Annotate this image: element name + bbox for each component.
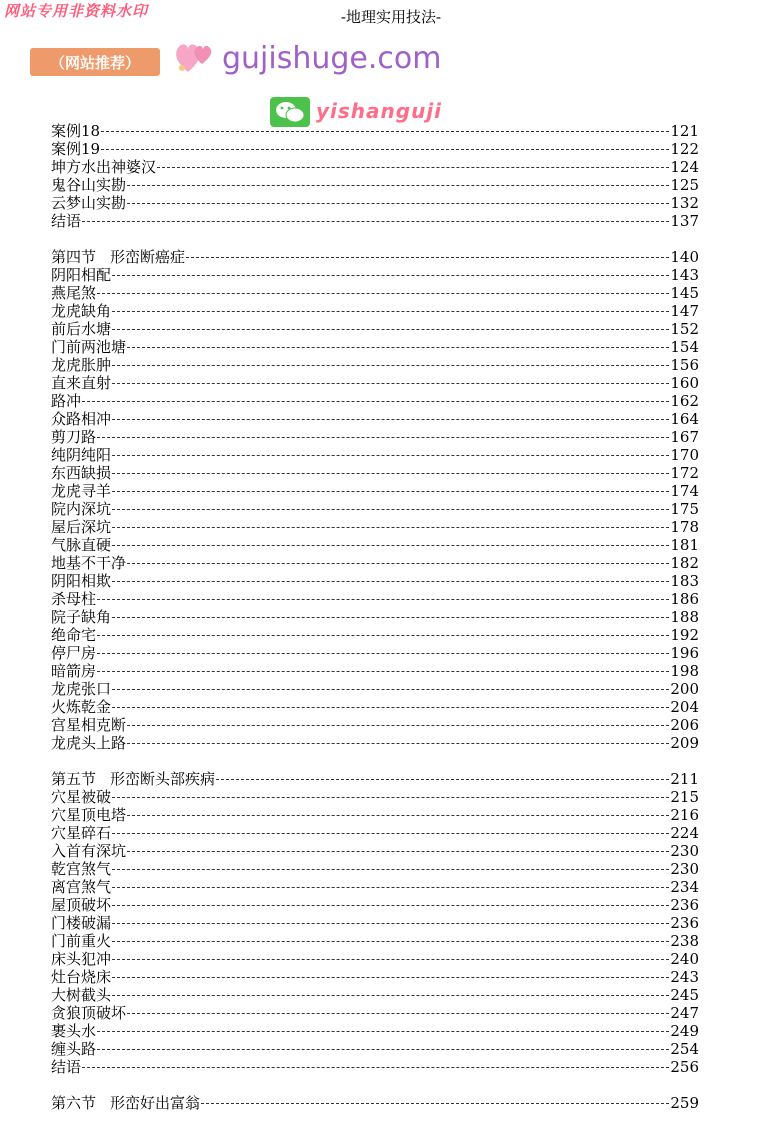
toc-entry-title: 龙虎胀肿 [51, 356, 112, 374]
toc-entry[interactable] [51, 572, 699, 590]
toc-entry-title: 暗箭房 [51, 662, 97, 680]
toc-entry[interactable] [51, 140, 699, 158]
toc-page-number: 167 [670, 428, 699, 446]
toc-entry[interactable] [51, 554, 699, 572]
watermark-badge: （网站推荐） [30, 48, 160, 76]
toc-page-number: 259 [670, 1094, 699, 1112]
toc-entry-title: 直来直射 [51, 374, 112, 392]
toc-entry-title: 剪刀路 [51, 428, 97, 446]
hearts-icon [172, 38, 220, 76]
toc-entry[interactable] [51, 842, 699, 860]
toc-entry-title: 阴阳相配 [51, 266, 112, 284]
toc-entry[interactable] [51, 212, 699, 230]
toc-section-row[interactable] [51, 248, 699, 266]
page-header-title: -地理实用技法- [340, 8, 442, 26]
toc-entry-title: 形峦断癌症 [110, 248, 186, 266]
toc-leader [97, 590, 669, 600]
toc-page-number: 243 [670, 968, 699, 986]
toc-leader [112, 266, 669, 276]
toc-page-number: 238 [670, 932, 699, 950]
toc-entry-title: 案例18 [51, 122, 101, 140]
toc-entry[interactable] [51, 302, 699, 320]
toc-leader [112, 446, 669, 456]
toc-spacer [51, 230, 699, 248]
toc-entry[interactable] [51, 950, 699, 968]
toc-entry-title: 龙虎缺角 [51, 302, 112, 320]
toc-page-number: 256 [670, 1058, 699, 1076]
toc-entry-title: 门楼破漏 [51, 914, 112, 932]
toc-entry[interactable] [51, 410, 699, 428]
toc-leader [112, 536, 669, 546]
toc-leader [97, 644, 669, 654]
toc-entry-title: 乾宫煞气 [51, 860, 112, 878]
toc-section-label: 第五节 [51, 770, 97, 788]
toc-entry-title: 贪狼顶破坏 [51, 1004, 127, 1022]
toc-page-number: 188 [670, 608, 699, 626]
toc-entry-title: 穴星被破 [51, 788, 112, 806]
toc-entry-title: 绝命宅 [51, 626, 97, 644]
toc-entry[interactable] [51, 896, 699, 914]
toc-entry-title: 离宫煞气 [51, 878, 112, 896]
toc-page-number: 204 [670, 698, 699, 716]
toc-leader [127, 176, 669, 186]
toc-page-number: 143 [670, 266, 699, 284]
toc-entry[interactable] [51, 446, 699, 464]
toc-entry-title: 穴星顶电塔 [51, 806, 127, 824]
toc-leader [112, 860, 669, 870]
toc-page-number: 181 [670, 536, 699, 554]
toc-entry-title: 大树截头 [51, 986, 112, 1004]
toc-page-number: 175 [670, 500, 699, 518]
toc-entry-title: 火炼乾金 [51, 698, 112, 716]
toc-page-number: 240 [670, 950, 699, 968]
toc-leader [101, 140, 669, 150]
toc-leader [112, 356, 669, 366]
toc-entry[interactable] [51, 266, 699, 284]
toc-entry[interactable] [51, 788, 699, 806]
toc-page-number: 211 [670, 770, 699, 788]
toc-entry[interactable] [51, 284, 699, 302]
toc-leader [127, 716, 669, 726]
toc-entry-title: 穴星碎石 [51, 824, 112, 842]
toc-leader [157, 158, 669, 168]
toc-entry[interactable] [51, 428, 699, 446]
toc-entry[interactable] [51, 878, 699, 896]
toc-entry[interactable] [51, 698, 699, 716]
toc-entry[interactable] [51, 626, 699, 644]
toc-entry[interactable] [51, 1058, 699, 1076]
toc-entry[interactable] [51, 644, 699, 662]
toc-entry[interactable] [51, 734, 699, 752]
toc-entry[interactable] [51, 320, 699, 338]
toc-leader [127, 194, 669, 204]
toc-page-number: 140 [670, 248, 699, 266]
toc-entry[interactable] [51, 176, 699, 194]
toc-entry[interactable] [51, 716, 699, 734]
toc-section-row[interactable] [51, 770, 699, 788]
toc-leader [112, 878, 669, 888]
toc-page-number: 122 [670, 140, 699, 158]
toc-leader [112, 410, 669, 420]
toc-leader [127, 806, 669, 816]
toc-leader [97, 1022, 669, 1032]
toc-entry-title: 屋后深坑 [51, 518, 112, 536]
toc-leader [112, 608, 669, 618]
toc-page-number: 124 [670, 158, 699, 176]
toc-spacer [51, 752, 699, 770]
toc-entry-title: 缠头路 [51, 1040, 97, 1058]
toc-leader [82, 1058, 669, 1068]
toc-page-number: 156 [670, 356, 699, 374]
toc-entry-title: 床头犯冲 [51, 950, 112, 968]
toc-entry-title: 屋顶破坏 [51, 896, 112, 914]
watermark-wechat-id: yishanguji [316, 99, 443, 123]
toc-leader [112, 914, 669, 924]
toc-entry-title: 结语 [51, 212, 82, 230]
toc-entry-title: 形峦断头部疾病 [110, 770, 216, 788]
toc-leader [97, 1040, 669, 1050]
toc-entry[interactable] [51, 464, 699, 482]
toc-leader [112, 464, 669, 474]
toc-entry[interactable] [51, 824, 699, 842]
toc-entry-title: 气脉直硬 [51, 536, 112, 554]
toc-leader [127, 734, 669, 744]
toc-entry[interactable] [51, 932, 699, 950]
toc-page-number: 234 [670, 878, 699, 896]
toc-leader [82, 212, 669, 222]
toc-page-number: 154 [670, 338, 699, 356]
toc-entry[interactable] [51, 1022, 699, 1040]
toc-entry-title: 案例19 [51, 140, 101, 158]
toc-page-number: 209 [670, 734, 699, 752]
toc-entry[interactable] [51, 806, 699, 824]
toc-entry-title: 院内深坑 [51, 500, 112, 518]
toc-section-label: 第六节 [51, 1094, 97, 1112]
toc-entry[interactable] [51, 662, 699, 680]
toc-page-number: 170 [670, 446, 699, 464]
toc-page-number: 147 [670, 302, 699, 320]
toc-entry-title: 东西缺损 [51, 464, 112, 482]
toc-page-number: 215 [670, 788, 699, 806]
toc-page-number: 132 [670, 194, 699, 212]
table-of-contents [51, 122, 699, 1112]
toc-leader [112, 968, 669, 978]
toc-entry-title: 阴阳相欺 [51, 572, 112, 590]
toc-leader [101, 122, 669, 132]
toc-leader [112, 500, 669, 510]
toc-entry-title: 龙虎寻羊 [51, 482, 112, 500]
toc-entry-title: 灶台烧床 [51, 968, 112, 986]
toc-leader [201, 1094, 669, 1104]
toc-page-number: 160 [670, 374, 699, 392]
toc-entry[interactable] [51, 608, 699, 626]
toc-leader [112, 302, 669, 312]
toc-entry-title: 杀母柱 [51, 590, 97, 608]
toc-leader [97, 662, 669, 672]
toc-leader [112, 482, 669, 492]
toc-entry-title: 龙虎头上路 [51, 734, 127, 752]
toc-page-number: 162 [670, 392, 699, 410]
toc-page-number: 206 [670, 716, 699, 734]
toc-leader [112, 518, 669, 528]
toc-page-number: 164 [670, 410, 699, 428]
toc-entry[interactable] [51, 590, 699, 608]
toc-entry[interactable] [51, 968, 699, 986]
toc-page-number: 236 [670, 914, 699, 932]
toc-leader [186, 248, 669, 258]
toc-entry-title: 地基不干净 [51, 554, 127, 572]
toc-page-number: 137 [670, 212, 699, 230]
toc-leader [112, 950, 669, 960]
toc-page-number: 245 [670, 986, 699, 1004]
toc-leader [112, 680, 669, 690]
toc-entry-title: 路冲 [51, 392, 82, 410]
toc-leader [112, 896, 669, 906]
toc-entry[interactable] [51, 518, 699, 536]
toc-page-number: 178 [670, 518, 699, 536]
toc-leader [127, 1004, 669, 1014]
toc-entry-title: 停尸房 [51, 644, 97, 662]
toc-leader [112, 698, 669, 708]
toc-entry[interactable] [51, 1004, 699, 1022]
toc-entry-title: 门前重火 [51, 932, 112, 950]
toc-page-number: 125 [670, 176, 699, 194]
toc-page-number: 183 [670, 572, 699, 590]
toc-page-number: 224 [670, 824, 699, 842]
toc-page-number: 186 [670, 590, 699, 608]
toc-leader [82, 392, 669, 402]
toc-entry-title: 形峦好出富翁 [110, 1094, 201, 1112]
toc-leader [112, 572, 669, 582]
toc-page-number: 172 [670, 464, 699, 482]
toc-page-number: 230 [670, 860, 699, 878]
toc-page-number: 247 [670, 1004, 699, 1022]
toc-entry-title: 院子缺角 [51, 608, 112, 626]
toc-leader [112, 932, 669, 942]
toc-entry[interactable] [51, 194, 699, 212]
toc-page-number: 145 [670, 284, 699, 302]
toc-entry[interactable] [51, 338, 699, 356]
toc-page-number: 192 [670, 626, 699, 644]
toc-page-number: 121 [670, 122, 699, 140]
toc-section-row[interactable] [51, 1094, 699, 1112]
toc-entry[interactable] [51, 500, 699, 518]
toc-entry-title: 坤方水出神婆汉 [51, 158, 157, 176]
toc-page-number: 198 [670, 662, 699, 680]
toc-leader [127, 554, 669, 564]
toc-entry-title: 燕尾煞 [51, 284, 97, 302]
toc-entry-title: 云梦山实勘 [51, 194, 127, 212]
toc-entry[interactable] [51, 482, 699, 500]
toc-entry-title: 龙虎张口 [51, 680, 112, 698]
toc-page-number: 230 [670, 842, 699, 860]
toc-entry[interactable] [51, 374, 699, 392]
toc-leader [97, 626, 669, 636]
toc-entry[interactable] [51, 122, 699, 140]
toc-spacer [51, 1076, 699, 1094]
toc-section-label: 第四节 [51, 248, 97, 266]
toc-entry-title: 结语 [51, 1058, 82, 1076]
toc-entry-title: 前后水塘 [51, 320, 112, 338]
toc-page-number: 249 [670, 1022, 699, 1040]
toc-entry[interactable] [51, 860, 699, 878]
toc-entry-title: 众路相冲 [51, 410, 112, 428]
toc-leader [127, 842, 669, 852]
toc-entry[interactable] [51, 392, 699, 410]
toc-entry[interactable] [51, 914, 699, 932]
toc-page-number: 196 [670, 644, 699, 662]
toc-entry[interactable] [51, 986, 699, 1004]
toc-entry[interactable] [51, 1040, 699, 1058]
toc-entry[interactable] [51, 158, 699, 176]
toc-leader [112, 374, 669, 384]
toc-leader [112, 824, 669, 834]
toc-leader [112, 320, 669, 330]
toc-entry-title: 门前两池塘 [51, 338, 127, 356]
toc-page-number: 200 [670, 680, 699, 698]
toc-entry-title: 裹头水 [51, 1022, 97, 1040]
watermark-site: gujishuge.com [222, 41, 442, 76]
toc-page-number: 216 [670, 806, 699, 824]
toc-entry[interactable] [51, 680, 699, 698]
toc-entry-title: 纯阴纯阳 [51, 446, 112, 464]
toc-entry[interactable] [51, 536, 699, 554]
toc-leader [112, 788, 669, 798]
toc-page-number: 254 [670, 1040, 699, 1058]
toc-entry-title: 入首有深坑 [51, 842, 127, 860]
toc-leader [97, 428, 669, 438]
toc-page-number: 182 [670, 554, 699, 572]
toc-leader [127, 338, 669, 348]
toc-entry-title: 宫星相克断 [51, 716, 127, 734]
toc-entry[interactable] [51, 356, 699, 374]
toc-leader [112, 986, 669, 996]
toc-entry-title: 鬼谷山实勘 [51, 176, 127, 194]
watermark-top-text: 网站专用非资料水印 [4, 2, 149, 20]
toc-leader [216, 770, 669, 780]
toc-leader [97, 284, 669, 294]
toc-page-number: 174 [670, 482, 699, 500]
toc-page-number: 236 [670, 896, 699, 914]
toc-page-number: 152 [670, 320, 699, 338]
